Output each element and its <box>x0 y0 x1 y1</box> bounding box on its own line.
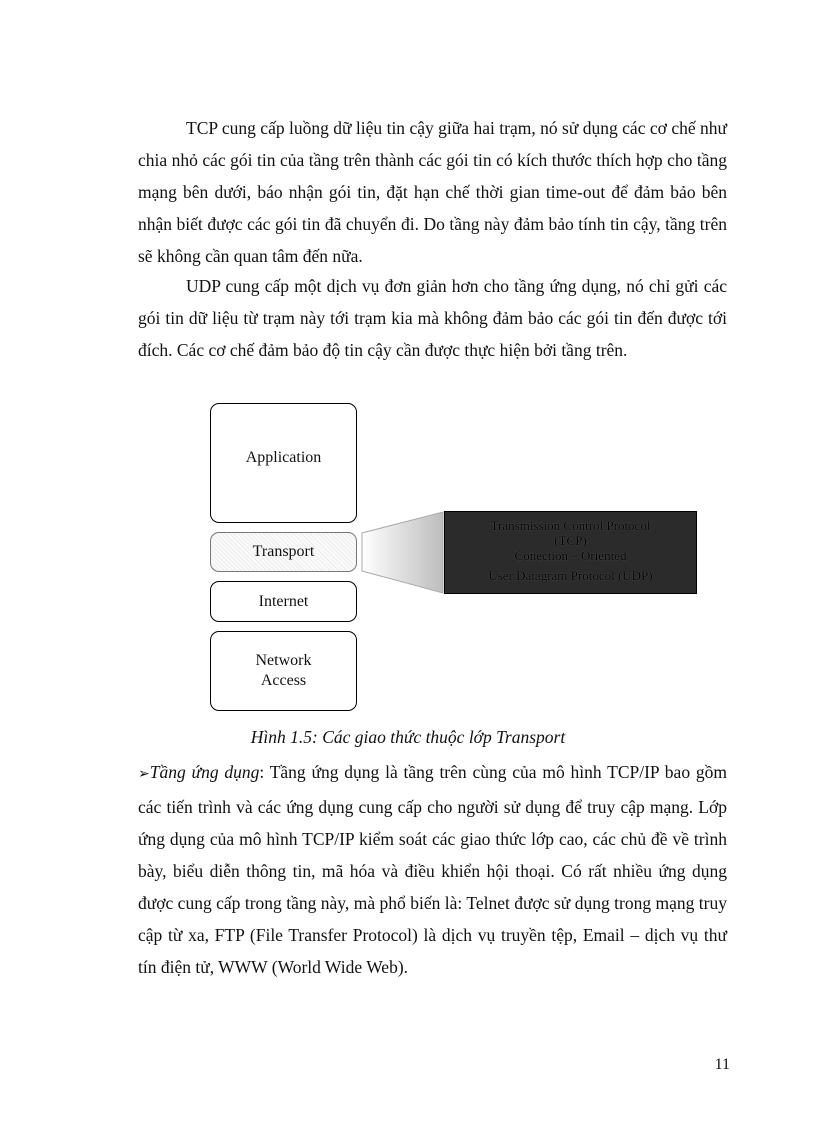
arrow-bullet-icon: ➢ <box>138 767 150 782</box>
application-layer-text: : Tầng ứng dụng là tầng trên cùng của mô hình TCP/IP bao gồm các tiến trình và các ứng dụng cung cấp cho người sử dụng để truy cập mạng. Lớp ứng dụng của mô hình TCP/IP kiểm soát các giao thức lớp cao, các chủ đề về trình bày, biểu diễn thông tin, mã hóa và điều khiển hội thoại. Có rất nhiều ứng dụng được cung cấp trong tầng này, mà phổ biến là: Telnet được sử dụng trong mạng truy cập từ xa, FTP (File Transfer Protocol) là dịch vụ truyền tệp, Email – dịch vụ thư tín điện tử, WWW (World Wide Web). <box>138 762 727 977</box>
layer-transport-box <box>210 532 357 572</box>
layer-access-label: Access <box>260 672 307 689</box>
protocol-udp-name: User Datagram Protocol (UDP) <box>488 568 653 583</box>
layer-network-label: Network <box>255 652 312 669</box>
protocol-tcp-name: Transmission Control Protocol <box>490 518 651 533</box>
transport-protocols-box <box>444 511 697 594</box>
layer-application-label: Application <box>245 449 322 466</box>
layer-internet-label: Internet <box>258 592 309 610</box>
layer-network-access-box <box>210 631 357 711</box>
figure-caption: Hình 1.5: Các giao thức thuộc lớp Transport <box>250 727 566 747</box>
paragraph-tcp: TCP cung cấp luồng dữ liệu tin cậy giữa hai trạm, nó sử dụng các cơ chế như chia nhỏ các gói tin của tầng trên thành các gói tin có kích thước thích hợp cho tầng mạng bên dưới, báo nhận gói tin, đặt hạn chế thời gian time-out để đảm bảo bên nhận biết được các gói tin đã chuyển đi. Do tầng này đảm bảo tính tin cậy, tầng trên sẽ không cần quan tâm đến nữa. <box>138 118 727 266</box>
protocol-tcp-abbr: (TCP) <box>554 533 587 548</box>
layer-transport-label: Transport <box>252 543 315 560</box>
application-layer-term: Tầng ứng dụng <box>149 762 260 782</box>
page-number: 11 <box>714 1056 730 1073</box>
layer-internet-box <box>210 581 357 622</box>
paragraph-udp: UDP cung cấp một dịch vụ đơn giản hơn cho tầng ứng dụng, nó chỉ gửi các gói tin dữ liệu từ trạm này tới trạm kia mà không đảm bảo các gói tin đến được tới đích. Các cơ chế đảm bảo độ tin cậy cần được thực hiện bởi tầng trên. <box>138 276 727 360</box>
protocol-tcp-type: Conection – Oriented <box>514 548 627 563</box>
paragraph-application-layer <box>138 756 727 983</box>
layer-application-box <box>210 403 357 523</box>
